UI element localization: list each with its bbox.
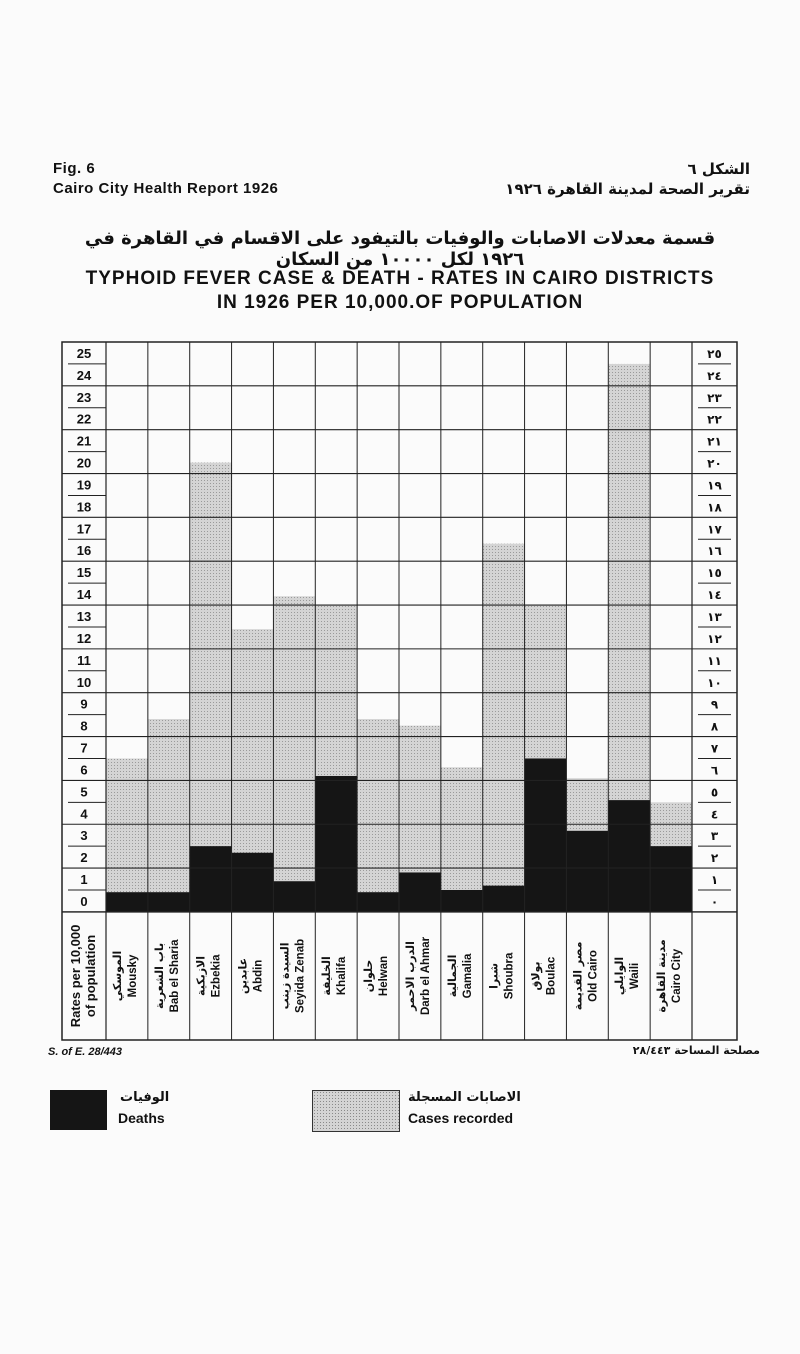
y-tick-label: 12 [76,630,92,646]
y-tick-label-arabic: ١٩ [707,478,722,493]
category-label: Mousky [126,954,139,998]
category-label: Old Cairo [587,950,600,1002]
y-tick-label: 24 [76,367,92,383]
y-tick-label: 17 [76,521,92,537]
deaths-bar-old-cairo [566,831,608,912]
legend-deaths-label: Deaths [118,1110,165,1126]
category-label-arabic: باب الشعرية [152,942,166,1010]
category-label: Ezbekia [210,954,223,998]
category-label-arabic: بولاق [529,961,543,991]
y-tick-label-arabic: ٢٣ [707,390,722,405]
chart-title-line2: IN 1926 PER 10,000.OF POPULATION [216,292,584,313]
y-tick-label-arabic: ١٨ [707,500,722,515]
legend-deaths-arabic: الوفيات [120,1090,170,1105]
category-label: Khalifa [336,956,349,996]
category-label: Helwan [378,955,391,997]
deaths-bar-mousky [106,892,148,912]
category-label: Bab el Sharia [168,939,181,1013]
category-label-arabic: مصر القديمة [571,941,585,1011]
category-label-arabic: الموسكي [110,950,124,1002]
cases-bar-mousky [106,758,148,911]
y-tick-label-arabic: ١١ [707,653,722,668]
category-label-arabic: عابدين [236,957,250,995]
y-tick-label-arabic: ٧ [710,741,719,756]
y-tick-label-arabic: ٠ [710,894,719,909]
survey-reference: S. of E. 28/443 [48,1046,122,1058]
category-label-arabic: حلوان [362,959,376,993]
category-label-arabic: الوايلي [613,956,627,996]
deaths-bar-helwan [357,892,399,912]
y-axis-label: Rates per 10,000of population [68,924,98,1028]
cases-bar-seyida-zenab [273,596,315,912]
deaths-bar-ezbekia [190,846,232,912]
y-tick-label-arabic: ١٧ [707,522,722,537]
y-tick-label: 15 [76,565,92,581]
y-tick-label-arabic: ٦ [710,763,719,778]
category-label-arabic: شبرا [487,962,501,989]
y-tick-label: 19 [76,477,92,493]
y-tick-label: 4 [80,806,88,822]
y-tick-label: 13 [76,609,92,624]
y-tick-label: 1 [80,872,88,888]
y-tick-label-arabic: ٢٠ [707,456,722,471]
y-tick-label: 21 [76,433,92,449]
legend-cases-arabic: الاصابات المسجلة [408,1090,521,1105]
category-label-arabic: السيدة زينب [278,942,292,1010]
y-tick-label-arabic: ٩ [710,697,719,712]
y-tick-label-arabic: ٨ [710,719,719,734]
y-tick-label: 11 [77,652,91,668]
y-tick-label: 22 [76,411,92,427]
figure-label: Fig. 6 [53,160,96,177]
y-tick-label-arabic: ١٣ [707,610,722,624]
y-tick-label-arabic: ٤ [710,807,719,822]
y-tick-label: 2 [80,850,88,866]
y-tick-label: 25 [76,345,92,361]
y-tick-label-arabic: ٢ [710,851,719,866]
legend-cases-swatch [312,1090,400,1132]
y-tick-label: 16 [76,543,92,559]
y-tick-label-arabic: ١٠ [707,675,722,690]
category-label: Gamalia [461,953,474,999]
deaths-bar-cairo-city [650,846,692,912]
deaths-bar-darb-el-ahmar [399,872,441,911]
y-tick-label: 10 [76,674,92,690]
category-label-arabic: الجمالية [445,954,459,998]
y-tick-label: 8 [80,718,88,734]
cases-bar-helwan [357,719,399,912]
y-tick-label: 23 [76,389,92,405]
deaths-bar-gamalia [441,890,483,912]
category-label: Abdin [252,959,265,993]
survey-reference-arabic: مصلحة المساحة ٢٨/٤٤٣ [632,1044,760,1057]
category-label-arabic: الازبكية [194,955,208,996]
y-tick-label-arabic: ٥ [710,785,719,800]
deaths-bar-abdin [232,853,274,912]
deaths-bar-waili [608,800,650,912]
category-label: Waili [629,962,642,990]
chart-title-arabic: قسمة معدلات الاصابات والوفيات بالتيفود على الاقسام في القاهرة في ١٩٢٦ لكل ١٠٠٠٠ من السكان [84,228,716,270]
arabic-figure-label: الشكل ٦ [687,160,750,178]
category-label: Seyida Zenab [294,938,307,1014]
y-tick-label: 18 [76,499,92,515]
y-tick-label: 20 [76,455,92,471]
y-tick-label: 3 [80,828,88,844]
y-tick-label: 5 [80,784,88,800]
y-tick-label: 0 [80,893,88,909]
report-title: Cairo City Health Report 1926 [53,180,279,197]
category-label-arabic: الخليفة [320,956,334,996]
y-tick-label-arabic: ١٦ [707,544,722,559]
legend-cases-label: Cases recorded [408,1110,514,1126]
deaths-bar-boulac [525,758,567,911]
y-tick-label: 14 [76,587,92,603]
category-label-arabic: مدينة القاهرة [655,939,669,1013]
y-tick-label-arabic: ١٢ [707,631,722,646]
y-tick-label: 7 [80,740,88,756]
arabic-report-title: تقرير الصحة لمدينة القاهرة ١٩٢٦ [505,180,750,198]
chart-title-line1: TYPHOID FEVER CASE & DEATH - RATES IN CAIRO DISTRICTS [85,268,715,289]
deaths-bar-khalifa [315,776,357,912]
y-tick-label-arabic: ١ [710,873,719,888]
deaths-bar-shoubra [483,886,525,912]
deaths-bar-bab-el-sharia [148,892,190,912]
y-tick-label: 6 [80,762,88,778]
y-tick-label-arabic: ٢٥ [707,346,722,361]
y-tick-label-arabic: ١٥ [707,566,722,581]
y-tick-label-arabic: ٢١ [707,434,722,449]
category-label: Cairo City [671,948,684,1004]
y-tick-label-arabic: ٢٤ [707,368,722,383]
category-label-arabic: الدرب الاحمر [403,941,417,1011]
category-label: Boulac [545,956,558,996]
y-tick-label-arabic: ٢٢ [707,412,722,427]
y-tick-label-arabic: ١٤ [707,588,722,603]
cases-bar-ezbekia [190,463,232,912]
legend-deaths-swatch [50,1090,107,1130]
y-tick-label-arabic: ٣ [710,829,719,844]
cases-bar-bab-el-sharia [148,719,190,912]
category-label: Darb el Ahmar [419,936,432,1016]
category-label: Shoubra [503,952,516,1000]
cases-bar-shoubra [483,544,525,912]
y-tick-label: 9 [80,696,88,712]
deaths-bar-seyida-zenab [273,881,315,912]
